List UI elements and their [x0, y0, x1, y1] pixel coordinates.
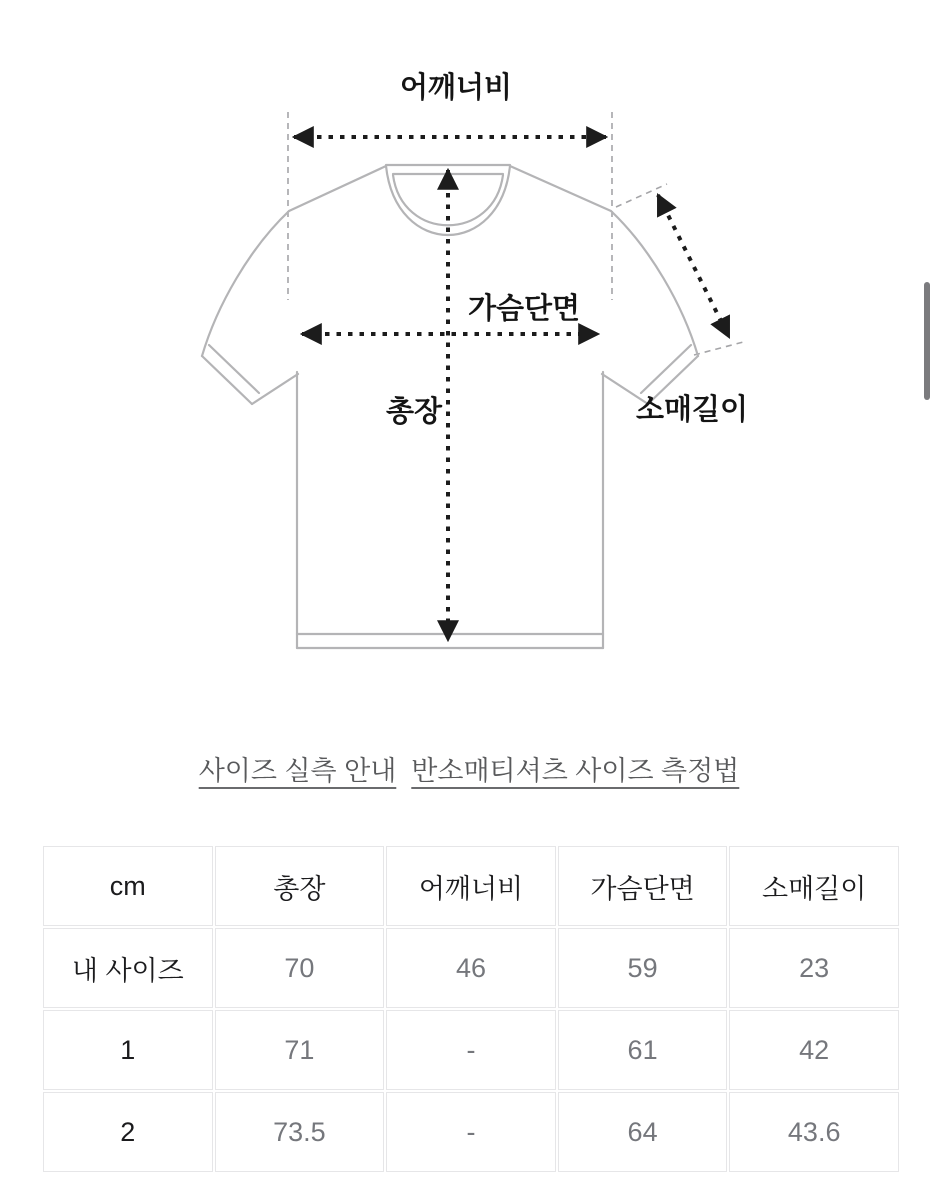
col-header-sleeve-length: 소매길이 [729, 846, 899, 926]
measurement-method-link[interactable]: 반소매티셔츠 사이즈 측정법 [411, 756, 740, 786]
size-guide-link[interactable]: 사이즈 실측 안내 [198, 756, 397, 786]
size-row-1 [43, 1010, 899, 1090]
size-table-wrap [41, 844, 901, 1174]
size-cell: 70 [215, 928, 385, 1008]
total-length-label: 총장 [385, 396, 443, 428]
size-table-header-row [43, 846, 899, 926]
col-header-chest-width: 가슴단면 [558, 846, 728, 926]
chest-width-label: 가슴단면 [467, 293, 581, 325]
size-cell: 23 [729, 928, 899, 1008]
row-label-my-size: 내 사이즈 [43, 928, 213, 1008]
size-row-2 [43, 1092, 899, 1172]
size-cell-highlighted: 71 [215, 1010, 385, 1090]
size-cell-highlighted: 61 [558, 1010, 728, 1090]
shoulder-width-label: 어깨너비 [399, 72, 513, 104]
size-table [41, 844, 901, 1174]
col-header-total-length: 총장 [215, 846, 385, 926]
scrollbar-thumb[interactable] [924, 282, 930, 400]
size-cell: 64 [558, 1092, 728, 1172]
row-label-size-2: 2 [43, 1092, 213, 1172]
size-cell: - [386, 1010, 556, 1090]
size-row-my-size [43, 928, 899, 1008]
row-label-size-1: 1 [43, 1010, 213, 1090]
size-cell: 46 [386, 928, 556, 1008]
sleeve-length-label: 소매길이 [635, 394, 749, 426]
size-cell: - [386, 1092, 556, 1172]
col-header-shoulder-width: 어깨너비 [386, 846, 556, 926]
size-cell: 73.5 [215, 1092, 385, 1172]
sleeve-length-arrow [658, 195, 729, 337]
size-links-row [0, 749, 938, 788]
col-header-unit: cm [43, 846, 213, 926]
size-cell: 59 [558, 928, 728, 1008]
size-cell: 42 [729, 1010, 899, 1090]
size-cell: 43.6 [729, 1092, 899, 1172]
